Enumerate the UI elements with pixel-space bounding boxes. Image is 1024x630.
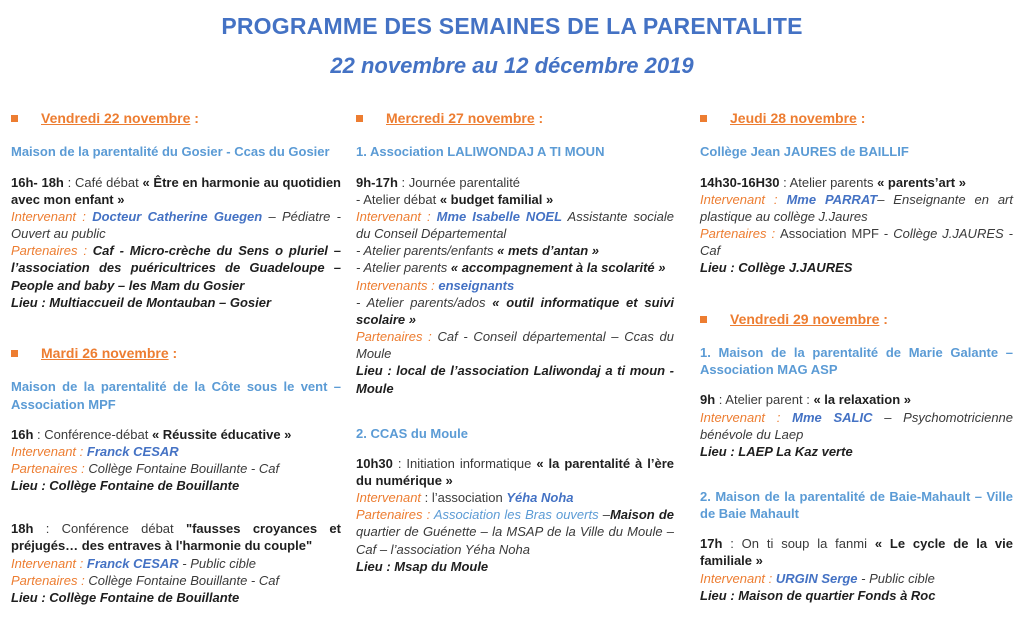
- text-run: 16h: [11, 426, 34, 442]
- event-paragraph: [356, 208, 674, 242]
- event-paragraph: [356, 506, 674, 557]
- text-run: « la relaxation »: [813, 392, 912, 408]
- text-run: Intervenant: [356, 490, 422, 506]
- date-colon: :: [534, 110, 544, 126]
- text-run: « budget familial »: [439, 191, 554, 207]
- event: [700, 174, 1013, 277]
- page-subtitle: 22 novembre au 12 décembre 2019: [330, 53, 694, 78]
- event-paragraph: [356, 174, 674, 191]
- text-run: Collège Fontaine Bouillante - Caf: [88, 572, 280, 588]
- text-run: : Atelier parent :: [715, 392, 814, 408]
- text-run: « outil informatique et suivi scolaire »: [356, 294, 674, 327]
- text-run: « la parentalité à l’ère du numérique »: [356, 455, 674, 488]
- text-run: Partenaires :: [11, 243, 93, 259]
- event: [11, 520, 341, 606]
- event-paragraph: [11, 460, 341, 477]
- date-label: Mardi 26 novembre: [41, 344, 169, 361]
- text-run: - Atelier parents/ados: [356, 294, 493, 310]
- event-paragraph: [700, 443, 1013, 460]
- text-run: : Conférence débat: [33, 521, 186, 537]
- text-run: Intervenants :: [356, 277, 439, 293]
- date-colon: :: [856, 110, 866, 126]
- event-paragraph: [11, 174, 341, 208]
- text-run: : Café débat: [63, 174, 143, 190]
- text-run: Intervenant :: [11, 443, 87, 459]
- date-label: Vendredi 29 novembre: [730, 310, 880, 327]
- text-run: Collège Fontaine Bouillante - Caf: [88, 460, 280, 476]
- text-run: Lieu : Multiaccueil de Montauban – Gosier: [11, 294, 272, 310]
- text-run: Lieu : local de l’association Laliwondaj a ti moun - Moule: [356, 363, 674, 396]
- program-column: [356, 109, 674, 606]
- text-run: Intervenant :: [11, 208, 93, 224]
- text-run: - Atelier parents: [356, 260, 451, 276]
- date-heading: [356, 109, 674, 127]
- event: [356, 174, 674, 397]
- date-label: Mercredi 27 novembre: [386, 110, 535, 126]
- event-paragraph: [356, 191, 674, 208]
- venue-heading: 2. Maison de la parentalité de Baie-Mahault – Ville de Baie Mahault: [700, 488, 1013, 522]
- text-run: : On ti soup la fanmi: [722, 536, 875, 552]
- program-column: [700, 109, 1013, 606]
- text-run: : Initiation informatique: [392, 455, 537, 471]
- event-paragraph: [700, 225, 1013, 259]
- event-paragraph: [11, 589, 341, 606]
- text-run: 10h30: [356, 455, 393, 471]
- text-run: Mme Isabelle NOEL: [436, 208, 563, 224]
- event-paragraph: [11, 520, 341, 554]
- text-run: Partenaires :: [356, 507, 434, 523]
- text-run: 17h: [700, 536, 723, 552]
- text-run: : Journée parentalité: [397, 174, 521, 190]
- text-run: quartier de Guénette – la MSAP de la Ville du Moule – Caf – l’association Yéha Noha: [356, 524, 674, 557]
- text-run: Lieu : Collège J.JAURES: [700, 260, 853, 276]
- text-run: Lieu : Msap du Moule: [356, 558, 489, 574]
- text-run: : Atelier parents: [779, 174, 878, 190]
- text-run: - Public cible: [857, 570, 935, 586]
- event-paragraph: [11, 208, 341, 242]
- text-run: - Atelier débat: [356, 191, 440, 207]
- square-bullet-icon: [700, 316, 707, 323]
- event-paragraph: [356, 558, 674, 575]
- event: [356, 455, 674, 575]
- text-run: Caf - Conseil départemental – Ccas du Moule: [356, 329, 674, 362]
- text-run: Partenaires :: [356, 329, 438, 345]
- venue-heading: 1. Maison de la parentalité de Marie Galante – Association MAG ASP: [700, 345, 1013, 378]
- square-bullet-icon: [11, 115, 18, 122]
- event-paragraph: [356, 328, 674, 362]
- event-paragraph: [356, 362, 674, 396]
- event-paragraph: [356, 277, 674, 294]
- event-paragraph: [11, 477, 341, 494]
- text-run: Lieu : LAEP La Kaz verte: [700, 443, 853, 459]
- text-run: - Atelier parents/enfants: [356, 243, 498, 259]
- event-paragraph: [356, 259, 674, 276]
- text-run: « accompagnement à la scolarité »: [450, 260, 666, 276]
- date-heading: [700, 109, 1013, 127]
- text-run: – Psychomotricienne bénévole du Laep: [700, 409, 1014, 442]
- text-run: Maison de: [609, 507, 675, 523]
- text-run: : l’association: [421, 490, 507, 506]
- program-column: [11, 109, 341, 606]
- text-run: « Être en harmonie au quotidien avec mon enfant »: [11, 174, 341, 207]
- text-run: 9h: [700, 392, 716, 408]
- event-paragraph: [356, 242, 674, 259]
- text-run: « Réussite éducative »: [151, 426, 292, 442]
- date-label: Jeudi 28 novembre: [730, 110, 857, 126]
- square-bullet-icon: [700, 115, 707, 122]
- text-run: Association les Bras ouverts: [433, 507, 599, 523]
- venue-heading: Collège Jean JAURES de BAILLIF: [700, 144, 909, 160]
- event-paragraph: [356, 455, 674, 489]
- text-run: Franck CESAR: [86, 443, 179, 459]
- date-label: Vendredi 22 novembre: [41, 110, 191, 126]
- event-paragraph: [11, 443, 341, 460]
- venue-heading: 2. CCAS du Moule: [356, 425, 468, 441]
- event-paragraph: [11, 426, 341, 443]
- date-colon: :: [190, 110, 199, 126]
- text-run: – Enseignante en art plastique au collège J.Jaures: [700, 191, 1013, 224]
- event-paragraph: [11, 294, 341, 311]
- text-run: enseignants: [438, 277, 515, 293]
- text-run: Intervenant :: [700, 409, 793, 425]
- text-run: 18h: [11, 521, 34, 537]
- event-paragraph: [700, 191, 1013, 225]
- event-paragraph: [700, 570, 1013, 587]
- venue-heading: Maison de la parentalité de la Côte sous le vent – Association MPF: [11, 379, 341, 412]
- event: [11, 426, 341, 495]
- event-paragraph: [700, 174, 1013, 191]
- text-run: Partenaires :: [11, 460, 89, 476]
- date-heading: [11, 344, 341, 362]
- event-paragraph: [11, 572, 341, 589]
- event: [11, 174, 341, 311]
- event-paragraph: [356, 489, 674, 506]
- text-run: Lieu : Maison de quartier Fonds à Roc: [700, 587, 936, 603]
- text-run: « Le cycle de la vie familiale »: [700, 536, 1014, 569]
- square-bullet-icon: [356, 115, 363, 122]
- text-run: Intervenant :: [356, 208, 437, 224]
- event-paragraph: [700, 535, 1013, 569]
- page-title: PROGRAMME DES SEMAINES DE LA PARENTALITE: [221, 13, 803, 39]
- text-run: Intervenant :: [700, 570, 776, 586]
- date-heading: [700, 310, 1013, 328]
- text-run: « mets d’antan »: [497, 243, 600, 259]
- text-run: –: [598, 507, 610, 523]
- text-run: Franck CESAR: [86, 555, 179, 571]
- text-run: Lieu : Collège Fontaine de Bouillante: [11, 478, 240, 494]
- date-heading: [11, 109, 341, 127]
- text-run: Collège J.JAURES - Caf: [700, 226, 1013, 259]
- program-columns: [6, 109, 1018, 606]
- event-paragraph: [11, 242, 341, 293]
- text-run: Intervenant :: [11, 555, 87, 571]
- venue-heading: Maison de la parentalité du Gosier - Ccas du Gosier: [11, 144, 330, 160]
- event-paragraph: [11, 555, 341, 572]
- text-run: 16h- 18h: [11, 174, 64, 190]
- event-paragraph: [700, 259, 1013, 276]
- event: [700, 391, 1013, 460]
- text-run: 9h-17h: [356, 174, 398, 190]
- text-run: Yéha Noha: [506, 490, 574, 506]
- text-run: URGIN Serge: [775, 570, 858, 586]
- event-paragraph: [356, 294, 674, 328]
- text-run: - Public cible: [178, 555, 256, 571]
- text-run: Docteur Catherine Guegen: [92, 208, 263, 224]
- text-run: Partenaires :: [11, 572, 89, 588]
- text-run: Caf - Micro-crèche du Sens o pluriel – l’association des puéricultrices de Guadeloupe – People and baby – les Mam du Gosier: [11, 243, 341, 293]
- event-paragraph: [700, 409, 1013, 443]
- event-paragraph: [700, 587, 1013, 604]
- text-run: Association MPF -: [780, 226, 894, 242]
- event: [700, 535, 1013, 604]
- text-run: "fausses croyances et préjugés… des entraves à l'harmonie du couple": [11, 521, 341, 554]
- date-colon: :: [168, 344, 178, 361]
- square-bullet-icon: [11, 350, 18, 357]
- text-run: – Pédiatre - Ouvert au public: [11, 208, 341, 242]
- date-colon: :: [879, 310, 888, 327]
- text-run: Intervenant :: [700, 191, 787, 207]
- text-run: Assistante sociale du Conseil Départemental: [356, 208, 674, 242]
- text-run: Mme PARRAT: [786, 191, 878, 207]
- text-run: Lieu : Collège Fontaine de Bouillante: [11, 589, 240, 605]
- text-run: 14h30-16H30: [700, 174, 780, 190]
- text-run: Partenaires :: [700, 226, 781, 242]
- text-run: « parents’art »: [877, 174, 966, 190]
- text-run: : Conférence-débat: [33, 426, 152, 442]
- text-run: Mme SALIC: [792, 409, 873, 425]
- event-paragraph: [700, 391, 1013, 408]
- venue-heading: 1. Association LALIWONDAJ A TI MOUN: [356, 144, 605, 160]
